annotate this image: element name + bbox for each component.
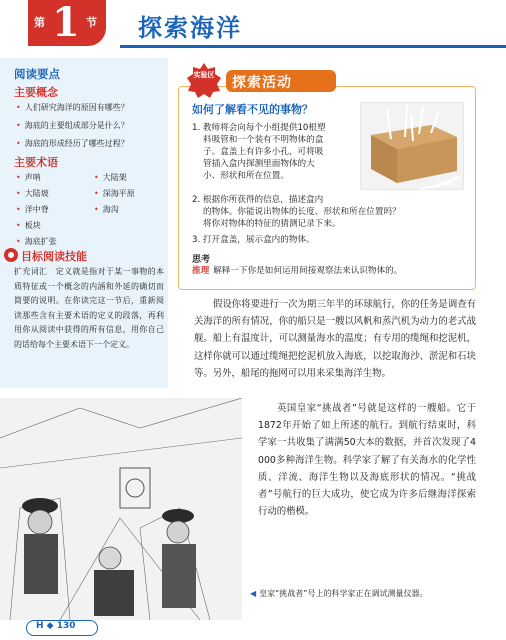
term-item: • 大陆坡: [16, 189, 49, 198]
main-concepts-heading: 主要概念: [14, 86, 58, 99]
body-paragraph-1: 假设你将要进行一次为期三年半的环球航行，你的任务是调查有关海洋的所有情况，你的船只是一艘以风帆和蒸汽机为动力的老式战舰。船上有温度计，可以测量海水的温度；有专用的缆绳和挖泥机，这样你就可以通过缆绳把挖泥机放入海底，以挖取海沙、淤泥和石块等。另外，船尾的拖网可以用来采集海洋生物。: [194, 299, 476, 379]
term-item: • 大陆架: [94, 173, 127, 182]
lab-badge-icon: [186, 62, 222, 98]
bullet-icon: •: [16, 121, 21, 130]
challenger-scientists-illustration: [0, 398, 242, 620]
bullet-icon: •: [16, 189, 21, 198]
bullet-icon: •: [16, 173, 21, 182]
cardboard-box-photo: [360, 102, 464, 190]
page-number: H ◆ 130: [36, 621, 76, 631]
term-item: • 深海平原: [94, 189, 135, 198]
caption-triangle-icon: ◀: [250, 589, 257, 598]
header-rule: [120, 45, 506, 48]
think-text: 解释一下你是如何运用间接观察法来认识物体的。: [213, 266, 403, 276]
bullet-icon: •: [16, 221, 21, 230]
think-paragraph: [192, 265, 466, 277]
lab-badge-label: 实验区: [193, 71, 215, 79]
activity-title: 探索活动: [232, 75, 292, 91]
activity-step-1-line: 管插入盒内探测里面物体的大: [203, 159, 315, 169]
goal-skill-heading: 目标阅读技能: [21, 250, 87, 263]
activity-step-1-line: 小、形状和所在位置。: [203, 171, 289, 181]
activity-step-1-line: 子。盒盖上有许多小孔，可将吸: [203, 147, 324, 157]
think-heading: 思考: [192, 255, 211, 265]
target-icon: [4, 248, 18, 262]
bullet-icon: •: [16, 139, 21, 148]
term-item: • 海底扩张: [16, 237, 57, 246]
section-prefix: 第: [34, 16, 45, 29]
goal-skill-text: 扩充词汇 定义就是指对于某一事物的本质特征或一个概念的内涵和外延的确切而简要的说明。在你读完这一节后，重新阅读那些含有主要术语的定义的段落，再利用你从阅读中获得的所有信息，用你自己的话给每个主要术语下一个定义。: [14, 267, 164, 349]
bullet-icon: •: [16, 103, 21, 112]
section-badge: [28, 0, 106, 46]
term-item: • 洋中脊: [16, 205, 49, 214]
section-number: 1: [52, 0, 80, 46]
activity-step-2-line: 2. 根据你所获得的信息，描述盒内: [192, 195, 324, 205]
bullet-icon: •: [16, 237, 21, 246]
bullet-icon: •: [94, 189, 99, 198]
concept-item: • 海底的形成经历了哪些过程？: [16, 139, 129, 148]
activity-step-3: 3. 打开盒盖，展示盒内的物体。: [192, 235, 315, 245]
bullet-icon: •: [94, 173, 99, 182]
concept-item: • 人们研究海洋的原因有哪些？: [16, 103, 129, 112]
activity-step-2-line: 将你对物体的特征的猜测记录下来。: [203, 219, 341, 229]
term-item: • 声呐: [16, 173, 41, 182]
section-suffix: 节: [86, 16, 97, 29]
reading-points-sidebar: [0, 58, 168, 388]
term-item: • 板块: [16, 221, 41, 230]
activity-step-2-line: 的物体。你能说出物体的长度、形状和所在位置吗？: [203, 207, 401, 217]
term-item: • 海沟: [94, 205, 119, 214]
page-title: 探索海洋: [138, 14, 242, 42]
reading-points-heading: 阅读要点: [14, 67, 60, 81]
reasoning-keyword: 推理: [192, 266, 210, 276]
concept-item: • 海底的主要组成部分是什么？: [16, 121, 129, 130]
activity-step-1-line: 1. 教师将会向每个小组提供10根塑: [192, 123, 326, 133]
activity-step-1-line: 料吸管和一个装有不明物体的盒: [203, 135, 324, 145]
main-terms-heading: 主要术语: [14, 156, 58, 169]
illustration-caption: ◀ 皇家“挑战者”号上的科学家正在调试测量仪器。: [250, 589, 428, 598]
body-paragraph-2: 英国皇家“挑战者”号就是这样的一艘船。它于1872年开始了如上所述的航行。到航行结束时，科学家一共收集了满满50大本的数据，并首次发现了4 000多种海洋生物。科学家了解了有关海水的化学性质、洋流、海洋生物以及海底形状的情况。“挑战者”号航行的巨大成功，使它成为许多后继海洋探索行动的楷模。: [258, 403, 476, 518]
bullet-icon: •: [16, 205, 21, 214]
activity-question: 如何了解看不见的事物？: [192, 103, 313, 116]
bullet-icon: •: [94, 205, 99, 214]
